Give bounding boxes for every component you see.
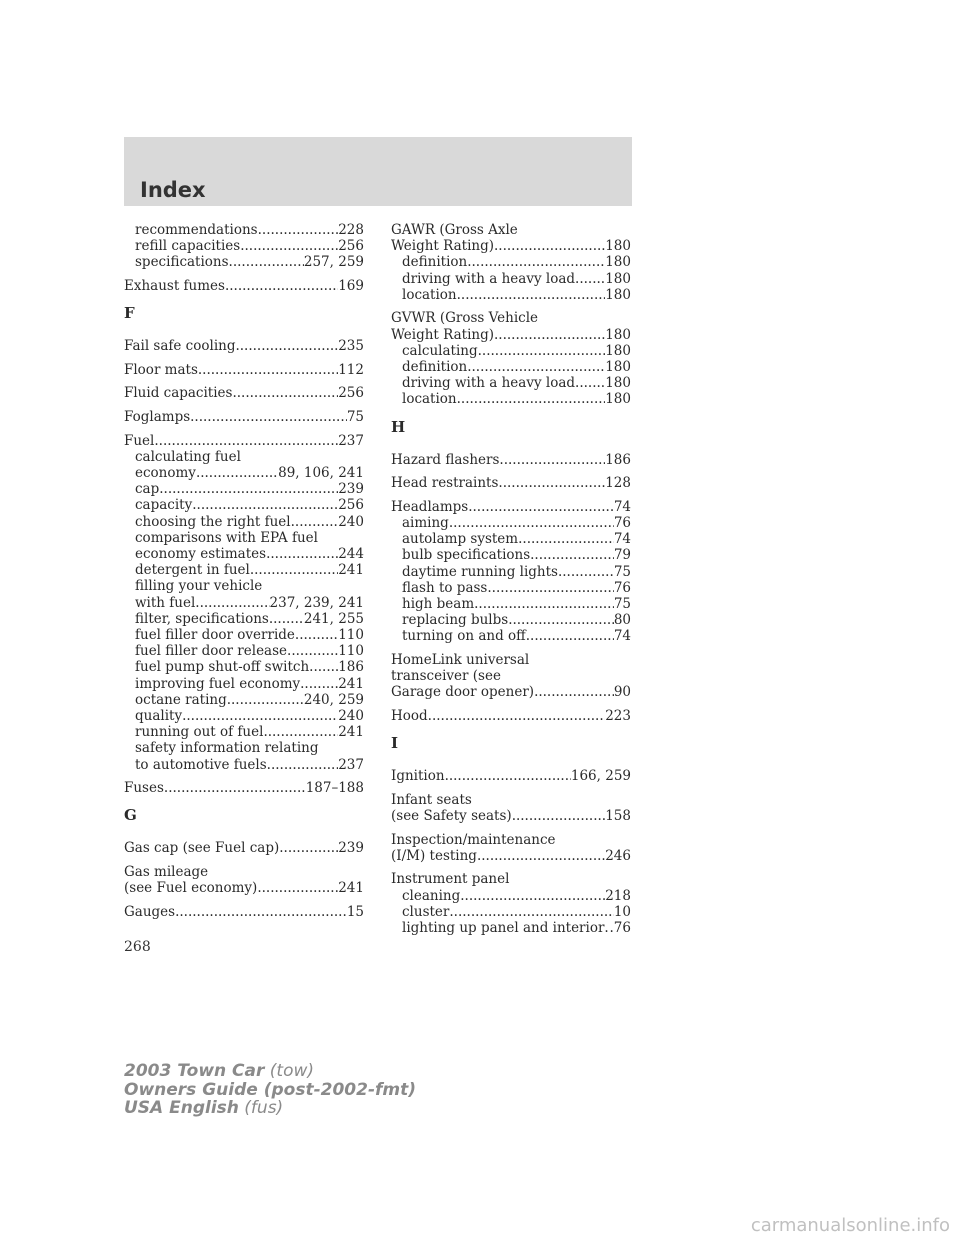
index-entry-line (391, 238, 631, 254)
index-entry-line (391, 652, 631, 668)
dot-leader (499, 452, 605, 468)
dot-leader (518, 531, 614, 547)
dot-leader (182, 708, 338, 724)
entry-text: Hazard flashers (391, 451, 500, 468)
dot-leader (575, 271, 605, 287)
page-reference: 180 (605, 254, 631, 271)
entry-text: turning on and off (402, 628, 526, 645)
dot-leader (196, 465, 278, 481)
index-subentry (391, 254, 631, 270)
index-entry (124, 780, 364, 796)
dot-leader (225, 278, 338, 294)
page-reference: 76 (613, 579, 631, 596)
index-subentry (391, 888, 631, 904)
entry-text: Garage door opener) (391, 684, 535, 701)
index-subentry (391, 271, 631, 287)
dot-leader (192, 497, 338, 513)
dot-leader (291, 514, 339, 530)
index-entry-line (124, 780, 364, 796)
entry-text: location (402, 391, 457, 408)
index-entry-line (391, 327, 631, 343)
entry-text: economy (135, 464, 196, 481)
index-subentry (124, 757, 364, 773)
dot-leader (449, 904, 613, 920)
footer-guide-title: Owners Guide (post-2002-fmt) (124, 1079, 417, 1100)
page-reference: 110 (338, 627, 364, 644)
entry-text: refill capacities (135, 238, 241, 255)
index-entry-line (391, 684, 631, 700)
index-entry-line (391, 768, 631, 784)
index-entry-line (124, 338, 364, 354)
page-reference: 90 (613, 684, 631, 701)
page-reference: 10 (613, 903, 631, 920)
index-subentry (391, 343, 631, 359)
index-subentry (124, 546, 364, 562)
dot-leader (164, 780, 306, 796)
page-reference: 246 (605, 847, 631, 864)
index-entry-line (391, 475, 631, 491)
footer-model: 2003 Town Car (124, 1061, 265, 1081)
index-entry (391, 832, 631, 864)
page-reference: 241 (338, 880, 364, 897)
page-reference: 75 (613, 596, 631, 613)
index-subentry (124, 465, 364, 481)
index-entry-line (391, 452, 631, 468)
entry-text: flash to pass (402, 579, 488, 596)
index-entry-line (124, 864, 364, 880)
page-reference: 180 (605, 326, 631, 343)
entry-text: (see Fuel economy) (124, 880, 258, 897)
index-entry-line (391, 708, 631, 724)
index-subentry (124, 708, 364, 724)
dot-leader (474, 596, 614, 612)
index-subentry (124, 497, 364, 513)
dot-leader (512, 808, 606, 824)
section-letter: G (124, 806, 137, 825)
entry-text: running out of fuel (135, 724, 264, 741)
entry-text: safety information relating (135, 740, 319, 757)
dot-leader (530, 547, 614, 563)
dot-leader (279, 840, 338, 856)
index-entry (391, 871, 631, 936)
entry-text: calculating fuel (135, 448, 241, 465)
page-number: 268 (124, 939, 151, 955)
index-subentry (391, 628, 631, 644)
dot-leader (190, 409, 347, 425)
index-subentry (124, 238, 364, 254)
index-subentry (124, 676, 364, 692)
index-entry (391, 222, 631, 303)
dot-leader (457, 287, 606, 303)
index-subentry (391, 359, 631, 375)
dot-leader (428, 708, 606, 724)
index-entry (124, 222, 364, 271)
page-reference: 228 (338, 222, 364, 238)
entry-text: cap (135, 481, 160, 498)
index-entry (124, 338, 364, 354)
index-entry-line (391, 792, 631, 808)
index-subentry (124, 659, 364, 675)
index-subentry (124, 530, 364, 546)
dot-leader (558, 564, 614, 580)
dot-leader (487, 580, 613, 596)
index-entry-line (124, 904, 364, 920)
entry-text: Infant seats (391, 791, 472, 808)
index-entry-line (391, 808, 631, 824)
page-reference: 158 (605, 808, 631, 825)
dot-leader (257, 880, 338, 896)
dot-leader (478, 343, 606, 359)
index-subentry (124, 578, 364, 594)
index-subentry (391, 547, 631, 563)
index-subentry (391, 531, 631, 547)
index-subentry (391, 375, 631, 391)
entry-text: Weight Rating) (391, 238, 495, 255)
entry-text: choosing the right fuel (135, 513, 291, 530)
section-letter: I (391, 734, 399, 753)
index-entry-line (391, 871, 631, 887)
entry-text: Ignition (391, 768, 445, 785)
entry-text: filling your vehicle (135, 578, 263, 595)
dot-leader (198, 362, 338, 378)
entry-text: GAWR (Gross Axle (391, 222, 518, 238)
dot-leader (309, 659, 338, 675)
entry-text: lighting up panel and interior (402, 920, 605, 937)
entry-text: Foglamps (124, 408, 191, 425)
entry-text: high beam (402, 596, 475, 613)
dot-leader (467, 254, 605, 270)
entry-text: location (402, 286, 457, 303)
page-reference: 244 (338, 546, 364, 562)
entry-text: Fluid capacities (124, 385, 233, 402)
dot-leader (526, 628, 614, 644)
entry-text: improving fuel economy (135, 675, 301, 692)
entry-text: (I/M) testing (391, 847, 477, 864)
entry-text: autolamp system (402, 531, 519, 548)
index-entry (391, 310, 631, 407)
entry-text: Fail safe cooling (124, 338, 236, 355)
dot-leader (267, 757, 339, 773)
dot-leader (295, 627, 338, 643)
entry-text: driving with a heavy load (402, 375, 576, 392)
index-entry-line (124, 880, 364, 896)
entry-text: HomeLink universal (391, 652, 530, 669)
index-entry-line (391, 848, 631, 864)
entry-text: Hood (391, 708, 428, 725)
dot-leader (449, 515, 614, 531)
index-subentry (391, 904, 631, 920)
index-entry (391, 768, 631, 784)
entry-text: cleaning (402, 887, 461, 904)
dot-leader (258, 222, 339, 238)
index-entry (124, 409, 364, 425)
entry-text: fuel pump shut-off switch (135, 659, 310, 676)
entry-text: economy estimates (135, 546, 267, 562)
page-reference: 237 (338, 432, 364, 449)
index-entry-line (124, 278, 364, 294)
page-reference: 218 (605, 887, 631, 904)
page-reference: .76 (609, 920, 631, 937)
entry-text: Fuses (124, 780, 164, 797)
index-entry (124, 864, 364, 896)
index-entry-line (124, 409, 364, 425)
dot-leader (195, 595, 269, 611)
index-subentry (391, 612, 631, 628)
index-subentry (124, 449, 364, 465)
dot-leader (534, 684, 614, 700)
index-subentry (391, 515, 631, 531)
index-entry-line (391, 310, 631, 326)
index-entry (391, 452, 631, 468)
index-subentry (124, 562, 364, 578)
entry-text: Floor mats (124, 361, 198, 378)
index-subentry (124, 254, 364, 270)
entry-text: with fuel (135, 594, 196, 611)
entry-text: definition (402, 359, 468, 376)
page-reference: 239 (338, 481, 364, 498)
dot-leader (269, 611, 304, 627)
entry-text: driving with a heavy load (402, 270, 576, 287)
section-letter: H (391, 417, 406, 436)
entry-text: Head restraints (391, 475, 499, 492)
index-subentry (124, 692, 364, 708)
index-column-right (391, 222, 631, 944)
page-reference: 241 (338, 724, 364, 741)
index-entry (124, 840, 364, 856)
dot-leader (300, 676, 338, 692)
page-reference: 180 (605, 286, 631, 303)
page-reference: 240, 259 (303, 691, 364, 708)
entry-text: fuel filler door override (135, 627, 295, 644)
page-reference: 235 (338, 338, 364, 355)
index-subentry (124, 740, 364, 756)
page-reference: 166, 259 (570, 768, 631, 785)
page-title: Index (140, 178, 206, 202)
page-reference: 186 (338, 659, 364, 676)
index-entry (124, 904, 364, 920)
entry-text: Weight Rating) (391, 326, 495, 343)
entry-text: detergent in fuel (135, 562, 250, 579)
dot-leader (266, 546, 338, 562)
entry-text: GVWR (Gross Vehicle (391, 310, 539, 327)
page-reference: 223 (605, 708, 631, 725)
footer-model-code: (tow) (269, 1061, 315, 1081)
page-reference: 256 (338, 385, 364, 402)
entry-text: (see Safety seats) (391, 808, 512, 825)
dot-leader (235, 338, 338, 354)
page-reference: 89, 106, 241 (278, 464, 364, 481)
index-subentry (124, 627, 364, 643)
page-reference: 112 (338, 361, 364, 378)
page-reference: 80 (613, 612, 631, 629)
entry-text: Gauges (124, 903, 176, 920)
dot-leader (263, 724, 338, 740)
dot-leader (494, 238, 605, 254)
index-entry (124, 278, 364, 294)
index-subentry (124, 514, 364, 530)
page-reference: 75 (613, 563, 631, 580)
page-reference: 180 (605, 375, 631, 392)
page-reference: 180 (605, 270, 631, 287)
dot-leader (232, 385, 338, 401)
entry-text: Inspection/maintenance (391, 831, 556, 848)
page-reference: 74 (613, 531, 631, 548)
dot-leader (250, 562, 338, 578)
page-reference: 256 (338, 497, 364, 514)
dot-leader (175, 904, 347, 920)
index-subentry (391, 287, 631, 303)
page-reference: 110 (338, 643, 364, 660)
index-subentry (391, 920, 631, 936)
entry-text: bulb specifications (402, 547, 531, 564)
index-entry-line (124, 362, 364, 378)
dot-leader (159, 481, 338, 497)
page-reference: 75 (346, 408, 364, 425)
watermark-text: carmanualsonline.info (750, 1215, 950, 1236)
index-subentry (124, 724, 364, 740)
index-column-left (124, 222, 364, 927)
index-subentry (391, 391, 631, 407)
dot-leader (477, 848, 605, 864)
index-subentry (391, 564, 631, 580)
index-entry (391, 499, 631, 645)
page-reference: 76 (613, 515, 631, 532)
entry-text: calculating (402, 342, 478, 359)
entry-text: Fuel (124, 432, 155, 449)
entry-text: comparisons with EPA fuel (135, 529, 318, 546)
page-reference: 186 (605, 451, 631, 468)
index-entry (391, 708, 631, 724)
index-subentry (124, 595, 364, 611)
dot-leader (154, 433, 338, 449)
footer-language: USA English (124, 1098, 239, 1118)
page-reference: 257, 259 (303, 254, 364, 271)
index-entry (391, 792, 631, 824)
index-subentry (124, 222, 364, 238)
index-subentry (124, 643, 364, 659)
index-subentry (124, 611, 364, 627)
entry-text: filter, specifications (135, 610, 269, 627)
entry-text: quality (135, 708, 183, 725)
dot-leader (445, 768, 571, 784)
page-reference: 74 (613, 498, 631, 515)
index-entry (124, 385, 364, 401)
dot-leader (460, 888, 605, 904)
page-reference: 74 (613, 628, 631, 645)
entry-text: definition (402, 254, 468, 271)
index-subentry (391, 580, 631, 596)
page-reference: 180 (605, 238, 631, 255)
index-subentry (124, 481, 364, 497)
page-reference: 256 (338, 238, 364, 255)
dot-leader (227, 692, 304, 708)
page-reference: 240 (338, 513, 364, 530)
page-reference: 180 (605, 391, 631, 408)
entry-text: daytime running lights (402, 563, 558, 580)
index-entry-line (124, 385, 364, 401)
dot-leader (508, 612, 614, 628)
page-reference: 180 (605, 342, 631, 359)
entry-text: to automotive fuels (135, 756, 267, 773)
entry-text: specifications (135, 254, 229, 271)
footer-language-code: (fus) (244, 1098, 284, 1118)
index-entry-line (391, 222, 631, 238)
page-reference: 240 (338, 708, 364, 725)
page-reference: 237, 239, 241 (269, 594, 364, 611)
entry-text: Exhaust fumes (124, 278, 225, 294)
index-entry (391, 475, 631, 491)
entry-text: cluster (402, 903, 450, 920)
dot-leader (287, 643, 338, 659)
entry-text: aiming (402, 515, 449, 532)
dot-leader (467, 359, 605, 375)
dot-leader (575, 375, 605, 391)
index-entry-line (391, 499, 631, 515)
dot-leader (494, 327, 605, 343)
index-entry-line (124, 433, 364, 449)
index-entry-line (391, 668, 631, 684)
index-entry (391, 652, 631, 701)
entry-text: fuel filler door release (135, 643, 288, 660)
index-entry (124, 433, 364, 773)
page-reference: 15 (346, 903, 364, 920)
dot-leader (229, 254, 304, 270)
section-letter: F (124, 304, 135, 323)
index-entry-line (124, 840, 364, 856)
page-reference: 79 (613, 547, 631, 564)
dot-leader (468, 499, 614, 515)
page-reference: 241 (338, 675, 364, 692)
dot-leader (498, 475, 605, 491)
entry-text: octane rating (135, 691, 227, 708)
index-entry-line (391, 832, 631, 848)
page-reference: 187–188 (305, 780, 364, 797)
dot-leader (457, 391, 606, 407)
entry-text: Gas cap (see Fuel cap) (124, 840, 280, 857)
entry-text: Instrument panel (391, 871, 510, 888)
page-reference: 237 (338, 756, 364, 773)
page-reference: 128 (605, 475, 631, 492)
entry-text: capacity (135, 497, 193, 514)
entry-text: Gas mileage (124, 864, 209, 881)
page-reference: 180 (605, 359, 631, 376)
page-reference: 241 (338, 562, 364, 579)
footer-imprint (124, 1062, 416, 1118)
page-reference: 239 (338, 840, 364, 857)
index-subentry (391, 596, 631, 612)
page-reference: 241, 255 (303, 610, 364, 627)
index-entry (124, 362, 364, 378)
entry-text: transceiver (see (391, 668, 501, 685)
entry-text: replacing bulbs (402, 612, 509, 629)
entry-text: Headlamps (391, 498, 469, 515)
dot-leader (240, 238, 338, 254)
entry-text: recommendations (135, 222, 258, 238)
page-reference: 169 (338, 278, 364, 294)
